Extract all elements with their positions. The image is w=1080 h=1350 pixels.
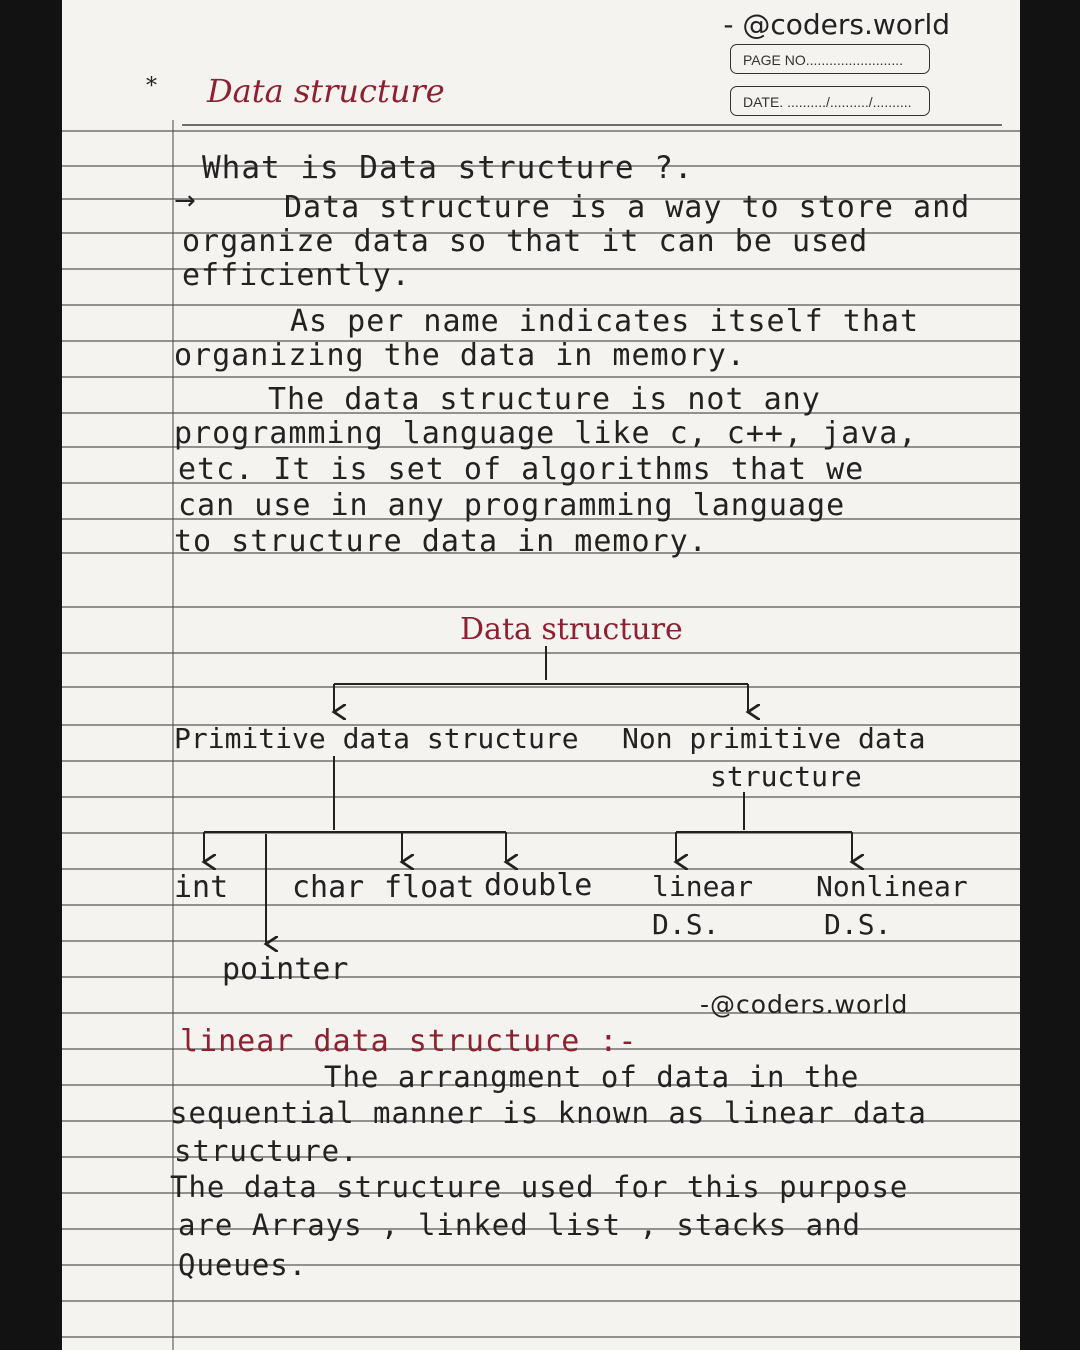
tree-non-primitive-1: Non primitive data [622, 722, 926, 755]
tree-double: double [484, 868, 593, 903]
linear-heading: linear data structure :- [180, 1024, 638, 1059]
para2-line-1: As per name indicates itself that [290, 304, 920, 339]
linear-line-2: sequential manner is known as linear data [170, 1096, 927, 1130]
page-title: Data structure [207, 72, 445, 110]
answer-line-3: efficiently. [182, 258, 411, 293]
tree-int: int [174, 870, 229, 905]
handle-top: - @coders.world [723, 8, 950, 41]
tree-linear-2: D.S. [652, 908, 720, 941]
tree-linear-1: linear [652, 870, 754, 903]
tree-char: char [292, 870, 365, 905]
tree-non-primitive-2: structure [710, 760, 862, 793]
linear-line-4: The data structure used for this purpose [170, 1170, 909, 1204]
date-box: DATE. ........../........../.......... [730, 86, 930, 116]
question-heading: What is Data structure ?. [202, 150, 694, 186]
notebook-page [62, 0, 1020, 1350]
answer-line-1: Data structure is a way to store and [284, 190, 971, 225]
linear-line-1: The arrangment of data in the [324, 1060, 860, 1094]
handle-bottom: -@coders.world [700, 990, 909, 1019]
para3-line-1: The data structure is not any [268, 382, 821, 417]
para3-line-2: programming language like c, c++, java, [174, 416, 918, 451]
answer-arrow-icon: → [174, 186, 197, 216]
star-bullet: * [146, 74, 157, 99]
answer-line-2: organize data so that it can be used [182, 224, 869, 259]
para3-line-5: to structure data in memory. [174, 524, 708, 559]
tree-nonlinear-1: Nonlinear [816, 870, 968, 903]
tree-float: float [384, 870, 475, 905]
tree-nonlinear-2: D.S. [824, 908, 892, 941]
title-rule [182, 124, 1002, 126]
page-no-box: PAGE NO......................... [730, 44, 930, 74]
linear-line-6: Queues. [178, 1248, 308, 1282]
tree-pointer: pointer [222, 952, 349, 987]
linear-line-5: are Arrays , linked list , stacks and [178, 1208, 862, 1242]
linear-line-3: structure. [174, 1134, 359, 1168]
para3-line-3: etc. It is set of algorithms that we [178, 452, 865, 487]
tree-primitive: Primitive data structure [174, 722, 579, 755]
para2-line-2: organizing the data in memory. [174, 338, 746, 373]
para3-line-4: can use in any programming language [178, 488, 846, 523]
tree-root: Data structure [460, 612, 683, 647]
